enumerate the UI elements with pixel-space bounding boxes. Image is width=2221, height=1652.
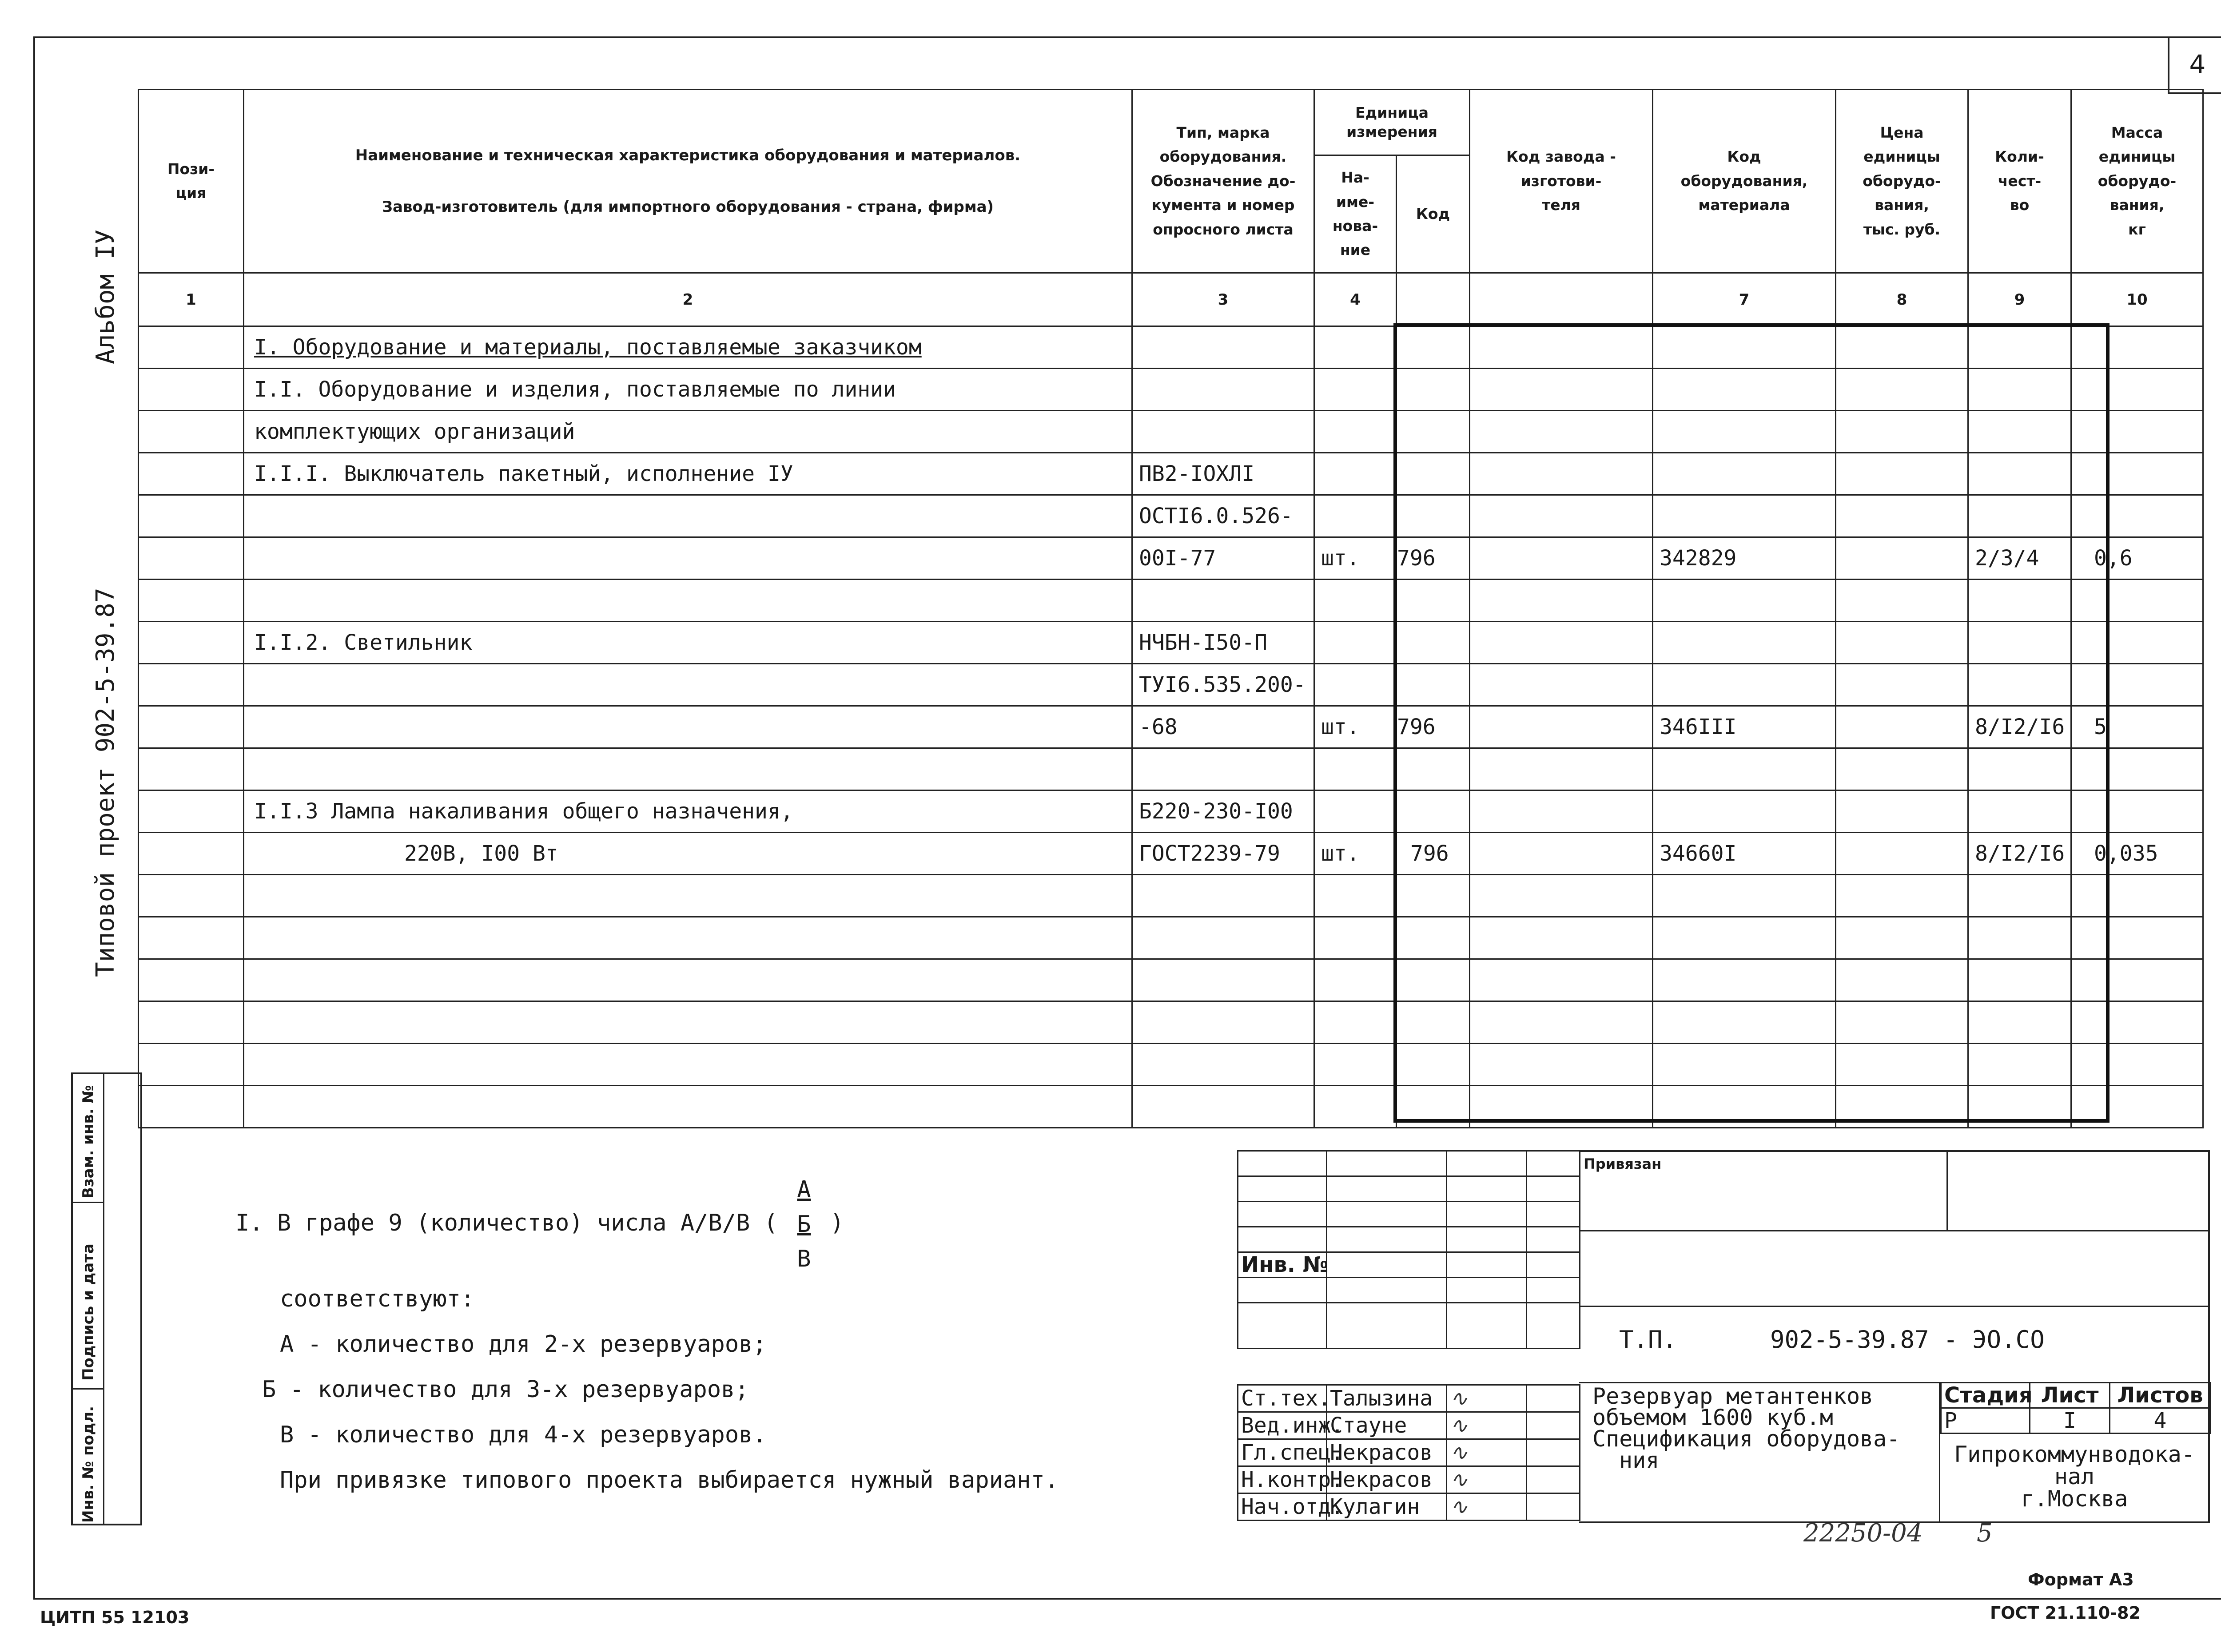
signer-row — [1238, 1493, 1580, 1521]
quantity-cell — [1968, 790, 2071, 833]
signer-row — [1238, 1466, 1580, 1493]
equipment-code-cell — [1653, 664, 1836, 706]
type-cell — [1132, 959, 1314, 1001]
table-row — [139, 495, 2203, 537]
signer-name: Кулагин — [1327, 1493, 1447, 1521]
unit-code-cell — [1397, 790, 1470, 833]
mass-cell — [2071, 453, 2203, 495]
unit-cell — [1314, 1001, 1397, 1044]
sheet-value: I — [2030, 1408, 2110, 1434]
plant-code-cell — [1470, 1086, 1653, 1128]
position-cell — [139, 706, 244, 748]
inv-no-field: Инв. № — [1238, 1252, 1327, 1278]
price-cell — [1836, 622, 1968, 664]
unit-code-cell — [1397, 622, 1470, 664]
unit-code-cell — [1397, 959, 1470, 1001]
unit-cell — [1314, 664, 1397, 706]
type-cell — [1132, 1001, 1314, 1044]
type-cell: 00I-77 — [1132, 537, 1314, 580]
price-cell — [1836, 537, 1968, 580]
quantity-cell — [1968, 580, 2071, 622]
position-cell — [139, 1001, 244, 1044]
signer-role: Гл.спец. — [1238, 1439, 1327, 1466]
name-cell — [244, 959, 1132, 1001]
unit-cell — [1314, 369, 1397, 411]
unit-cell — [1314, 326, 1397, 369]
unit-cell — [1314, 748, 1397, 790]
header-type: Тип, марка оборудования. Обозначение до- кумента и номер опросного листа — [1132, 90, 1314, 273]
type-cell: ОСТI6.0.526- — [1132, 495, 1314, 537]
header-name: Наименование и техническая характеристика оборудования и материалов. Завод-изготовитель (для импортного оборудования - страна, фирма) — [244, 90, 1132, 273]
unit-code-cell — [1397, 917, 1470, 959]
header-unit-group: Единица измерения — [1314, 90, 1470, 155]
unit-code-cell — [1397, 875, 1470, 917]
table-row — [139, 875, 2203, 917]
plant-code-cell — [1470, 959, 1653, 1001]
equipment-code-cell — [1653, 580, 1836, 622]
type-cell — [1132, 580, 1314, 622]
signer-role: Вед.инж. — [1238, 1412, 1327, 1439]
column-number-9: 9 — [1968, 273, 2071, 326]
unit-cell — [1314, 495, 1397, 537]
unit-code-cell — [1397, 664, 1470, 706]
price-cell — [1836, 917, 1968, 959]
equipment-code-cell — [1653, 495, 1836, 537]
table-row — [139, 917, 2203, 959]
type-cell — [1132, 1086, 1314, 1128]
column-number-8: 8 — [1836, 273, 1968, 326]
plant-code-cell — [1470, 453, 1653, 495]
mass-cell — [2071, 495, 2203, 537]
sheet-title: Резервуар метантенков объемом 1600 куб.м Спецификация оборудова- ния — [1592, 1383, 1900, 1473]
column-number-7: 7 — [1653, 273, 1836, 326]
equipment-code-cell — [1653, 622, 1836, 664]
unit-cell — [1314, 959, 1397, 1001]
unit-cell — [1314, 411, 1397, 453]
equipment-code-cell — [1653, 453, 1836, 495]
plant-code-cell — [1470, 748, 1653, 790]
type-cell: ПВ2-IOХЛI — [1132, 453, 1314, 495]
column-number-5 — [1397, 273, 1470, 326]
unit-code-cell — [1397, 580, 1470, 622]
plant-code-cell — [1470, 326, 1653, 369]
position-cell — [139, 453, 244, 495]
plant-code-cell — [1470, 1044, 1653, 1086]
equipment-code-cell — [1653, 411, 1836, 453]
signer-name: Некрасов — [1327, 1466, 1447, 1493]
plant-code-cell — [1470, 875, 1653, 917]
unit-code-cell — [1397, 748, 1470, 790]
price-cell — [1836, 959, 1968, 1001]
signature-mark: ∿ — [1447, 1439, 1527, 1466]
unit-cell — [1314, 580, 1397, 622]
citp-label: ЦИТП 55 12103 — [40, 1608, 190, 1627]
type-cell — [1132, 748, 1314, 790]
type-cell: Б220-230-I00 — [1132, 790, 1314, 833]
table-row — [139, 1044, 2203, 1086]
name-cell — [244, 1086, 1132, 1128]
title-block — [1237, 1150, 2210, 1523]
plant-code-cell — [1470, 495, 1653, 537]
type-cell — [1132, 369, 1314, 411]
doc-code-prefix: Т.П. — [1619, 1326, 1677, 1354]
quantity-cell — [1968, 369, 2071, 411]
stage-value: Р — [1941, 1408, 2030, 1434]
name-cell — [244, 1001, 1132, 1044]
table-row — [139, 1086, 2203, 1128]
note-line-4: Б - количество для 3-х резервуаров; — [262, 1376, 749, 1403]
name-cell: I.I.3 Лампа накаливания общего назначения, — [244, 790, 1132, 833]
header-quantity: Коли- чест- во — [1968, 90, 2071, 273]
price-cell — [1836, 326, 1968, 369]
unit-code-cell — [1397, 1001, 1470, 1044]
table-row — [139, 369, 2203, 411]
unit-cell — [1314, 1086, 1397, 1128]
quantity-cell — [1968, 917, 2071, 959]
name-cell — [244, 917, 1132, 959]
quantity-cell — [1968, 622, 2071, 664]
type-cell — [1132, 411, 1314, 453]
name-cell — [244, 1044, 1132, 1086]
type-cell: НЧБН-I50-П — [1132, 622, 1314, 664]
unit-code-cell: 796 — [1397, 833, 1470, 875]
table-row — [139, 537, 2203, 580]
sheets-value: 4 — [2110, 1408, 2211, 1434]
equipment-code-cell — [1653, 917, 1836, 959]
unit-code-cell — [1397, 453, 1470, 495]
plant-code-cell — [1470, 1001, 1653, 1044]
signature-mark: ∿ — [1447, 1466, 1527, 1493]
unit-cell — [1314, 790, 1397, 833]
unit-cell — [1314, 453, 1397, 495]
mass-cell — [2071, 622, 2203, 664]
mass-cell — [2071, 411, 2203, 453]
unit-cell: шт. — [1314, 706, 1397, 748]
name-cell: I. Оборудование и материалы, поставляемые заказчиком — [244, 326, 1132, 369]
header-price: Цена единицы оборудо- вания, тыс. руб. — [1836, 90, 1968, 273]
name-cell — [244, 537, 1132, 580]
equipment-code-cell — [1653, 369, 1836, 411]
header-unit-name: На- име- нова- ние — [1314, 155, 1397, 273]
mass-cell: 0,6 — [2071, 537, 2203, 580]
mass-cell — [2071, 748, 2203, 790]
signers-grid — [1237, 1384, 1580, 1521]
title-grid-left — [1237, 1150, 1580, 1349]
equipment-code-cell — [1653, 959, 1836, 1001]
position-cell — [139, 622, 244, 664]
mass-cell — [2071, 790, 2203, 833]
unit-code-cell — [1397, 369, 1470, 411]
signature-mark: ∿ — [1447, 1493, 1527, 1521]
album-label: Альбом IУ — [91, 229, 120, 364]
name-cell: I.I.I. Выключатель пакетный, исполнение IУ — [244, 453, 1132, 495]
equipment-code-cell — [1653, 790, 1836, 833]
position-cell — [139, 917, 244, 959]
quantity-cell — [1968, 1044, 2071, 1086]
header-equipment-code: Код оборудования, материала — [1653, 90, 1836, 273]
table-row — [139, 790, 2203, 833]
quantity-cell — [1968, 453, 2071, 495]
unit-code-cell — [1397, 1086, 1470, 1128]
notes — [235, 1172, 1059, 1503]
type-cell: -68 — [1132, 706, 1314, 748]
plant-code-cell — [1470, 369, 1653, 411]
mass-cell — [2071, 580, 2203, 622]
position-cell — [139, 748, 244, 790]
table-row — [139, 453, 2203, 495]
name-cell: I.I.2. Светильник — [244, 622, 1132, 664]
signer-row — [1238, 1412, 1580, 1439]
equipment-code-cell — [1653, 875, 1836, 917]
mass-cell — [2071, 369, 2203, 411]
type-cell: ГОСТ2239-79 — [1132, 833, 1314, 875]
position-cell — [139, 580, 244, 622]
name-cell: 220В, I00 Вт — [244, 833, 1132, 875]
specification-table — [138, 89, 2204, 1128]
handwritten-number: 22250-04 — [1803, 1519, 1923, 1548]
table-row — [139, 748, 2203, 790]
mass-cell — [2071, 1001, 2203, 1044]
column-number-1: 1 — [139, 273, 244, 326]
vzam-inv-label: Взам. инв. № — [80, 1085, 97, 1199]
mass-cell: 0,035 — [2071, 833, 2203, 875]
quantity-cell — [1968, 959, 2071, 1001]
unit-code-cell: 796 — [1397, 537, 1470, 580]
mass-cell — [2071, 875, 2203, 917]
left-stamp — [71, 1072, 142, 1525]
name-cell — [244, 580, 1132, 622]
table-row — [139, 664, 2203, 706]
mass-cell — [2071, 1086, 2203, 1128]
note-line-5: В - количество для 4-х резервуаров. — [280, 1422, 767, 1448]
type-cell — [1132, 875, 1314, 917]
equipment-code-cell — [1653, 1001, 1836, 1044]
position-cell — [139, 833, 244, 875]
position-cell — [139, 411, 244, 453]
note-line-6: При привязке типового проекта выбирается нужный вариант. — [280, 1467, 1059, 1493]
note-line-3: А - количество для 2-х резервуаров; — [280, 1331, 767, 1358]
price-cell — [1836, 1001, 1968, 1044]
unit-code-cell: 796 — [1397, 706, 1470, 748]
plant-code-cell — [1470, 706, 1653, 748]
project-label: Типовой проект 902-5-39.87 — [91, 588, 120, 977]
quantity-cell — [1968, 411, 2071, 453]
price-cell — [1836, 369, 1968, 411]
quantity-cell — [1968, 326, 2071, 369]
signature-date-label: Подпись и дата — [80, 1243, 97, 1381]
signature-mark: ∿ — [1447, 1385, 1527, 1412]
quantity-cell — [1968, 1086, 2071, 1128]
position-cell — [139, 326, 244, 369]
signer-row — [1238, 1439, 1580, 1466]
column-number-2: 2 — [244, 273, 1132, 326]
column-number-10: 10 — [2071, 273, 2203, 326]
unit-cell — [1314, 1044, 1397, 1086]
equipment-code-cell: 34660I — [1653, 833, 1836, 875]
privyazan-label: Привязан — [1584, 1156, 1662, 1172]
table-row — [139, 580, 2203, 622]
table-row — [139, 706, 2203, 748]
table-row — [139, 959, 2203, 1001]
price-cell — [1836, 580, 1968, 622]
name-cell: комплектующих организаций — [244, 411, 1132, 453]
plant-code-cell — [1470, 411, 1653, 453]
handwritten-page: 5 — [1977, 1519, 1993, 1548]
signer-role: Н.контр. — [1238, 1466, 1327, 1493]
type-cell: ТУI6.535.200- — [1132, 664, 1314, 706]
type-cell — [1132, 326, 1314, 369]
mass-cell — [2071, 326, 2203, 369]
column-number-row — [139, 273, 2203, 326]
price-cell — [1836, 411, 1968, 453]
quantity-cell: 8/I2/I6 — [1968, 833, 2071, 875]
unit-cell: шт. — [1314, 833, 1397, 875]
signer-name: Некрасов — [1327, 1439, 1447, 1466]
table-row — [139, 622, 2203, 664]
type-cell — [1132, 917, 1314, 959]
column-number-4: 4 — [1314, 273, 1397, 326]
price-cell — [1836, 790, 1968, 833]
equipment-code-cell — [1653, 1044, 1836, 1086]
plant-code-cell — [1470, 537, 1653, 580]
unit-code-cell — [1397, 411, 1470, 453]
equipment-code-cell — [1653, 748, 1836, 790]
note-line-1: I. В графе 9 (количество) числа А/В/В ( А Б В ) — [235, 1172, 1059, 1276]
name-cell — [244, 875, 1132, 917]
position-cell — [139, 1086, 244, 1128]
plant-code-cell — [1470, 833, 1653, 875]
position-cell — [139, 495, 244, 537]
plant-code-cell — [1470, 622, 1653, 664]
price-cell — [1836, 748, 1968, 790]
table-row — [139, 326, 2203, 369]
mass-cell — [2071, 917, 2203, 959]
type-cell — [1132, 1044, 1314, 1086]
header-position: Пози- ция — [139, 90, 244, 273]
quantity-cell — [1968, 748, 2071, 790]
signer-name: Стауне — [1327, 1412, 1447, 1439]
table-row — [139, 833, 2203, 875]
unit-code-cell — [1397, 326, 1470, 369]
price-cell — [1836, 1044, 1968, 1086]
position-cell — [139, 369, 244, 411]
name-cell — [244, 495, 1132, 537]
note-line-2: соответствуют: — [280, 1286, 475, 1312]
header-mass: Масса единицы оборудо- вания, кг — [2071, 90, 2203, 273]
equipment-code-cell: 346III — [1653, 706, 1836, 748]
mass-cell: 5 — [2071, 706, 2203, 748]
name-cell — [244, 706, 1132, 748]
equipment-code-cell: 342829 — [1653, 537, 1836, 580]
unit-code-cell — [1397, 1044, 1470, 1086]
signer-row — [1238, 1385, 1580, 1412]
unit-code-cell — [1397, 495, 1470, 537]
unit-cell — [1314, 875, 1397, 917]
equipment-code-cell — [1653, 1086, 1836, 1128]
price-cell — [1836, 453, 1968, 495]
name-cell — [244, 664, 1132, 706]
gost-label: ГОСТ 21.110-82 — [1990, 1603, 2141, 1623]
price-cell — [1836, 664, 1968, 706]
quantity-cell — [1968, 495, 2071, 537]
name-cell: I.I. Оборудование и изделия, поставляемые по линии — [244, 369, 1132, 411]
quantity-cell — [1968, 1001, 2071, 1044]
quantity-cell: 8/I2/I6 — [1968, 706, 2071, 748]
column-number-6 — [1470, 273, 1653, 326]
column-number-3: 3 — [1132, 273, 1314, 326]
fraction: А Б В — [797, 1176, 811, 1272]
quantity-cell — [1968, 664, 2071, 706]
sheet-number: 4 — [2168, 36, 2221, 94]
position-cell — [139, 1044, 244, 1086]
unit-cell — [1314, 917, 1397, 959]
format-label: Формат А3 — [2028, 1570, 2134, 1589]
signature-mark: ∿ — [1447, 1412, 1527, 1439]
plant-code-cell — [1470, 664, 1653, 706]
stage-table: Стадия Лист Листов Р I 4 — [1940, 1382, 2211, 1434]
price-cell — [1836, 706, 1968, 748]
price-cell — [1836, 833, 1968, 875]
table-row — [139, 411, 2203, 453]
position-cell — [139, 790, 244, 833]
quantity-cell — [1968, 875, 2071, 917]
inv-no-label: Инв. № подл. — [80, 1406, 97, 1523]
mass-cell — [2071, 1044, 2203, 1086]
signer-name: Талызина — [1327, 1385, 1447, 1412]
table-row — [139, 1001, 2203, 1044]
plant-code-cell — [1470, 917, 1653, 959]
signer-role: Нач.отд. — [1238, 1493, 1327, 1521]
plant-code-cell — [1470, 580, 1653, 622]
unit-cell: шт. — [1314, 537, 1397, 580]
equipment-code-cell — [1653, 326, 1836, 369]
header-plant-code: Код завода - изготови- теля — [1470, 90, 1653, 273]
price-cell — [1836, 875, 1968, 917]
position-cell — [139, 537, 244, 580]
name-cell — [244, 748, 1132, 790]
organization: Гипрокоммунводока- нал г.Москва — [1954, 1442, 2195, 1512]
mass-cell — [2071, 664, 2203, 706]
mass-cell — [2071, 959, 2203, 1001]
header-row — [139, 90, 2203, 155]
price-cell — [1836, 495, 1968, 537]
plant-code-cell — [1470, 790, 1653, 833]
price-cell — [1836, 1086, 1968, 1128]
position-cell — [139, 875, 244, 917]
doc-code: 902-5-39.87 - ЭО.СО — [1770, 1326, 2045, 1354]
unit-cell — [1314, 622, 1397, 664]
quantity-cell: 2/3/4 — [1968, 537, 2071, 580]
position-cell — [139, 664, 244, 706]
header-unit-code: Код — [1397, 155, 1470, 273]
position-cell — [139, 959, 244, 1001]
signer-role: Ст.тех. — [1238, 1385, 1327, 1412]
